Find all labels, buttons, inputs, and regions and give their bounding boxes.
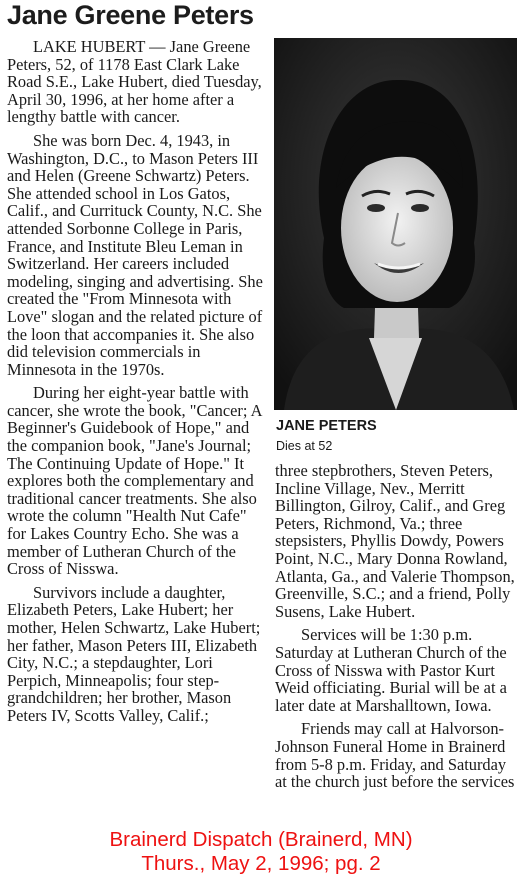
- source-citation: [0, 828, 522, 876]
- photo-caption-name: JANE PETERS: [276, 418, 377, 434]
- portrait-photo: [274, 38, 517, 410]
- source-date: Thurs., May 2, 1996; pg. 2: [141, 852, 381, 875]
- obituary-headline: Jane Greene Peters: [7, 0, 254, 30]
- paragraph-survivors: Survivors include a daughter, Elizabeth Peters, Lake Hubert; her mother, Helen Schwartz, Lake Hubert; her father, Mason Peters III, Elizabeth City, N.C.; a stepdaughter, Lori Perpich, Minneapolis; four step-grandchildren; her brother, Mason Peters IV, Scotts Valley, Calif.;: [7, 582, 261, 725]
- right-column: [275, 462, 517, 791]
- paragraph-biography: She was born Dec. 4, 1943, in Washington, D.C., to Mason Peters III and Helen (Greene Schwartz) Peters. She attended school in Los Gatos, Calif., and Currituck County, N.C. She attended Sorbonne College in Paris, France, and Institute Bleu Leman in Switzerland. Her careers included modeling, singing and advertising. She created the "From Minnesota with Love" slogan and the related picture of the loon that accompanies it. She also did television commercials in Minnesota in the 1970s.: [7, 130, 263, 379]
- photo-caption-subtitle: Dies at 52: [276, 439, 333, 453]
- portrait-image: [274, 38, 517, 410]
- left-column: [7, 38, 265, 725]
- paragraph-survivors-continued: three stepbrothers, Steven Peters, Incline Village, Nev., Merritt Billington, Gilroy, Calif., and Greg Peters, Richmond, Va.; three stepsisters, Phyllis Dowdy, Powers Point, N.C., Mary Donna Rowland, Atlanta, Ga., and Valerie Thompson, Greenville, S.C.; and a friend, Polly Susens, Lake Hubert.: [275, 461, 515, 621]
- paragraph-intro: LAKE HUBERT — Jane Greene Peters, 52, of 1178 East Clark Lake Road S.E., Lake Hubert, died Tuesday, April 30, 1996, at her home after a lengthy battle with cancer.: [7, 37, 262, 127]
- paragraph-services: Services will be 1:30 p.m. Saturday at Lutheran Church of the Cross of Nisswa with Pastor Kurt Weid officiating. Burial will be at a later date at Marshalltown, Iowa.: [275, 625, 507, 715]
- paragraph-writing: During her eight-year battle with cancer, she wrote the book, "Cancer; A Beginner's Guidebook of Hope," and the companion book, "Jane's Journal; The Continuing Update of Hope." It explores both the complementary and traditional cancer treatments. She also wrote the column "Health Nut Cafe" for Lakes Country Echo. She was a member of Lutheran Church of the Cross of Nisswa.: [7, 383, 262, 579]
- source-publication: Brainerd Dispatch (Brainerd, MN): [109, 828, 413, 851]
- paragraph-visitation: Friends may call at Halvorson-Johnson Funeral Home in Brainerd from 5-8 p.m. Friday, and Saturday at the church just before the services: [275, 719, 515, 792]
